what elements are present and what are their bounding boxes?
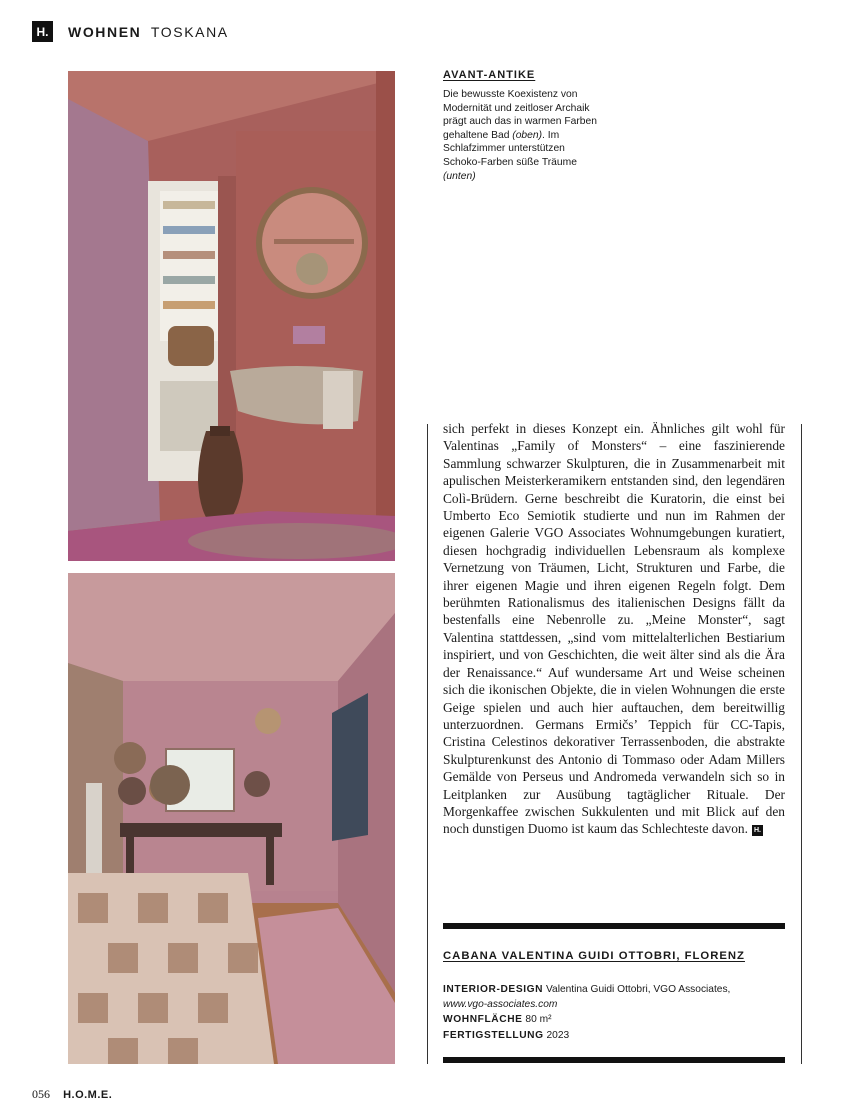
area-value: 80 m² <box>525 1014 552 1026</box>
info-box-details <box>443 982 785 1043</box>
area-label: WOHNFLÄCHE <box>443 1014 523 1026</box>
interior-design-value: Valentina Guidi Ottobri, VGO Associates, <box>545 984 731 995</box>
caption-text-part-1: Die bewusste Koexistenz von Modernität und zeitloser Archaik prägt auch das in warmen Farben gehaltene Bad <box>443 89 597 141</box>
completion-line <box>443 1028 785 1043</box>
page-number: 056 <box>32 1087 50 1101</box>
interior-design-line <box>443 982 785 997</box>
bathroom-illustration <box>68 71 395 561</box>
bathroom-photo <box>68 71 395 561</box>
caption-text-part-2: . Im Schlafzimmer unterstützen Schoko-Farben süße Träume <box>443 129 577 168</box>
website-line <box>443 997 785 1012</box>
bedroom-illustration <box>68 573 395 1064</box>
footer-brand: H.O.M.E. <box>63 1089 113 1101</box>
page-footer <box>32 1087 112 1102</box>
info-box-bottom-bar <box>443 1057 785 1063</box>
magazine-logo: H. <box>32 21 53 42</box>
column-rule-right <box>801 424 802 1064</box>
article-body <box>443 420 785 838</box>
section-subtitle: TOSKANA <box>150 24 229 40</box>
area-line <box>443 1012 785 1027</box>
caption-title: AVANT-ANTIKE <box>443 69 536 81</box>
info-box-title: CABANA VALENTINA GUIDI OTTOBRI, FLORENZ <box>443 950 745 962</box>
info-box-top-bar <box>443 923 785 929</box>
section-title: WOHNEN <box>68 24 142 40</box>
interior-design-label: INTERIOR-DESIGN <box>443 984 544 995</box>
completion-label: FERTIGSTELLUNG <box>443 1029 544 1041</box>
caption-italic-bottom: (unten) <box>443 170 476 182</box>
website-link[interactable]: www.vgo-associates.com <box>443 999 558 1011</box>
photo-caption <box>443 69 603 183</box>
caption-italic-top: (oben) <box>512 129 543 141</box>
section-header <box>68 24 229 40</box>
bedroom-photo <box>68 573 395 1064</box>
caption-text <box>443 88 603 183</box>
end-mark-icon: H. <box>753 827 761 835</box>
column-rule-left <box>427 424 428 1064</box>
article-paragraph: sich perfekt in dieses Konzept ein. Ähnliches gilt wohl für Valentinas „Family of Monsters“ – eine faszinierende Sammlung schwarzer Skulpturen, die in Zusammenarbeit mit apulischen Meisterkeramikern entstanden sind, den legendären Colì-Brüdern. Gerne beschreibt die Kuratorin, die einst bei Umberto Eco Semiotik studierte und nun im Rahmen der eigenen Galerie VGO Associates Wohnumgebungen kuratiert, diesen hochgradig individuellen Lebensraum als komplexe Vernetzung von Träumen, Licht, Strukturen und Farbe, die ihrer eigenen Magie und ihren eigenen Regeln folgt. Dem berühmten Rationalismus des italienischen Designs fällt da bestenfalls eine Nebenrolle zu. „Meine Monster“, sagt Valentina stattdessen, „sind vom mittelalterlichen Bestiarium inspiriert, und von Geschichten, die weit älter sind als die Ära der Renaissance.“ Auf wundersame Art und Weise scheinen sich die ikonischen Objekte, die in vielen Wohnungen die erste Geige spielen und auch hier auftauchen, dem bereitwillig unterzuordnen. Germans Ermičs’ Teppich für CC-Tapis, Cristina Celestinos dekorativer Terrassenboden, die abstrakte Skulpturenkunst des Antonio di Tommaso oder Adam Millers Gemälde von Perseus und Andromeda verwandeln sich so in Leitplanken zur Ausübung tagtäglicher Rituale. Der Morgenkaffee zwischen Sukkulenten und mit Blick auf den noch dunstigen Duomo ist kaum das Schlechteste davon. <box>443 421 785 837</box>
completion-value: 2023 <box>546 1029 570 1041</box>
